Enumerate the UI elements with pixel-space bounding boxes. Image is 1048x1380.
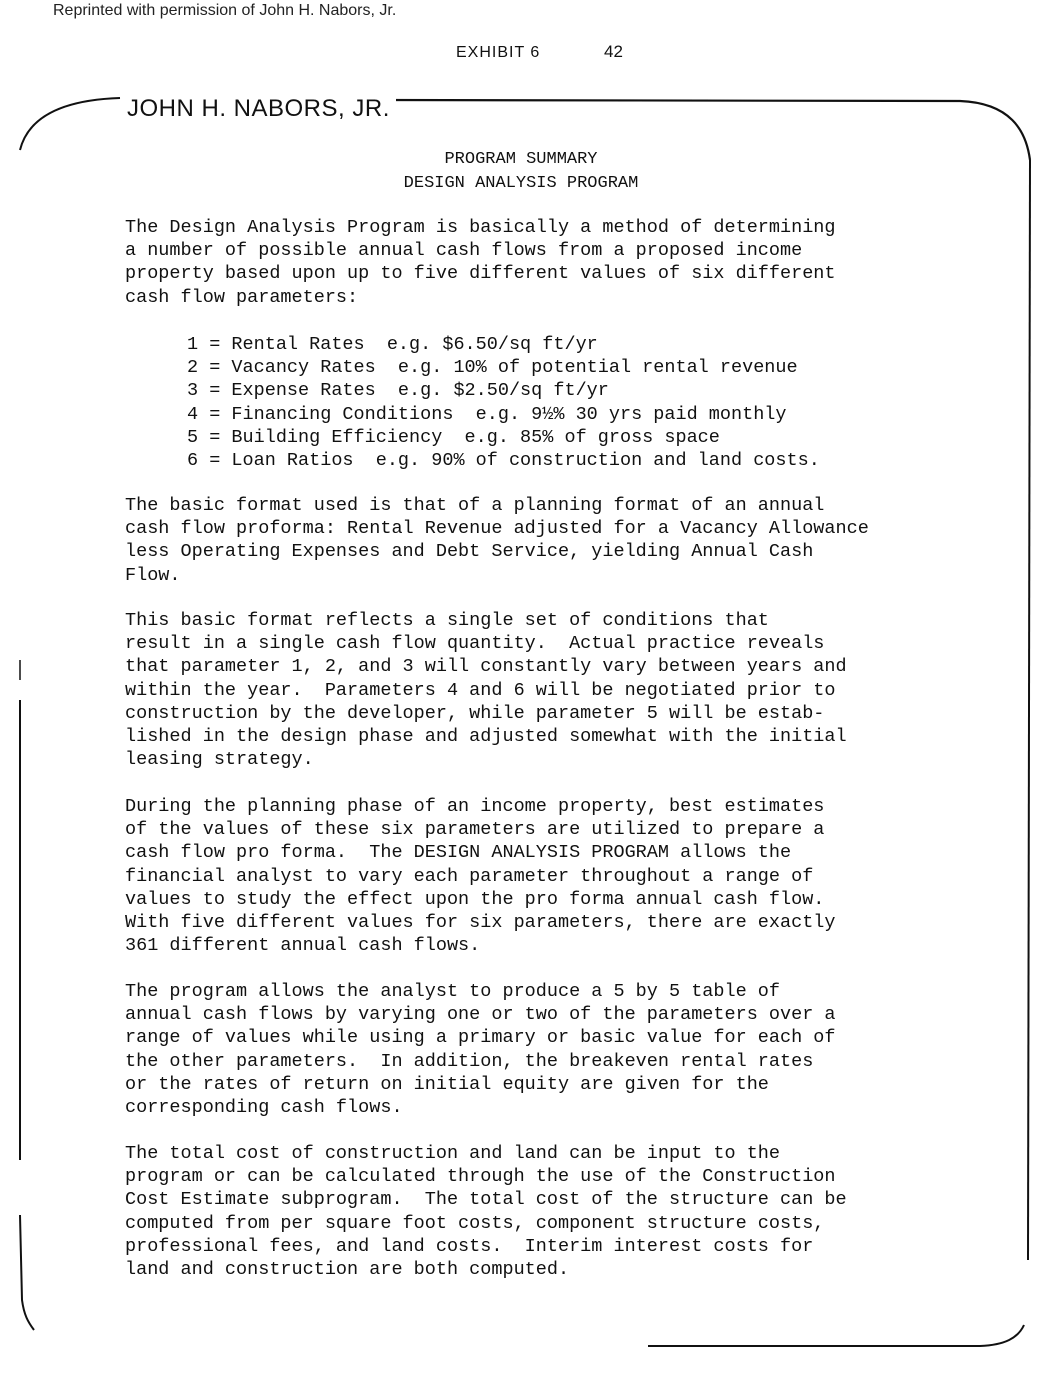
text-line: The program allows the analyst to produce a 5 by 5 table of [125,981,781,1002]
text-line: corresponding cash flows. [125,1097,403,1119]
intro-paragraph [125,216,995,309]
text-line: 361 different annual cash flows. [125,935,481,957]
text-line: Flow. [125,564,181,586]
table-paragraph [125,980,995,1119]
design-analysis-title: DESIGN ANALYSIS PROGRAM [403,174,639,193]
list-item: 4 = Financing Conditions e.g. 9½% 30 yrs paid monthly [187,403,787,425]
text-line: or the rates of return on initial equity are given for the [125,1073,769,1095]
letterhead-name: JOHN H. NABORS, JR. [127,95,396,123]
text-line: computed from per square foot costs, component structure costs, [125,1212,825,1234]
text-line: of the values of these six parameters are utilized to prepare a [125,819,825,841]
text-line: The total cost of construction and land can be input to the [125,1143,781,1164]
text-line: a number of possible annual cash flows from a proposed income [125,240,803,262]
basic-format-paragraph [125,494,995,587]
page-number: 42 [604,42,623,61]
list-item: 5 = Building Efficiency e.g. 85% of gross space [187,426,720,448]
text-line: This basic format reflects a single set of conditions that [125,610,769,631]
program-summary-title: PROGRAM SUMMARY [444,150,598,169]
text-line: lished in the design phase and adjusted somewhat with the initial [125,726,847,748]
parameter-list [187,333,820,472]
text-line: cash flow parameters: [125,286,359,308]
text-line: within the year. Parameters 4 and 6 will be negotiated prior to [125,679,836,701]
text-line: With five different values for six parameters, there are exactly [125,912,836,934]
text-line: cash flow pro forma. The DESIGN ANALYSIS PROGRAM allows the [125,842,792,864]
text-line: less Operating Expenses and Debt Service, yielding Annual Cash [125,541,814,563]
single-set-paragraph [125,609,995,771]
list-item: 1 = Rental Rates e.g. $6.50/sq ft/yr [187,334,598,355]
text-line: Cost Estimate subprogram. The total cost of the structure can be [125,1189,847,1211]
text-line: annual cash flows by varying one or two of the parameters over a [125,1004,836,1026]
text-line: During the planning phase of an income property, best estimates [125,796,825,817]
list-item: 6 = Loan Ratios e.g. 90% of construction and land costs. [187,450,820,472]
frame-left-mark-3 [20,1215,34,1330]
text-line: program or can be calculated through the use of the Construction [125,1166,836,1188]
reprint-notice: Reprinted with permission of John H. Nabors, Jr. [53,2,397,19]
text-line: construction by the developer, while parameter 5 will be estab- [125,702,825,724]
text-line: cash flow proforma: Rental Revenue adjusted for a Vacancy Allowance [125,518,869,540]
list-item: 2 = Vacancy Rates e.g. 10% of potential rental revenue [187,357,798,379]
frame-right-rule [1028,160,1030,1260]
text-line: The basic format used is that of a planning format of an annual [125,495,825,516]
text-line: result in a single cash flow quantity. Actual practice reveals [125,633,825,655]
text-line: that parameter 1, 2, and 3 will constantly vary between years and [125,656,847,678]
text-line: financial analyst to vary each parameter throughout a range of [125,865,814,887]
frame-top-left-curve [20,98,120,150]
text-line: property based upon up to five different values of six different [125,263,836,285]
text-line: The Design Analysis Program is basically a method of determining [125,217,836,238]
list-item: 3 = Expense Rates e.g. $2.50/sq ft/yr [187,380,609,402]
frame-bottom-rule [648,1325,1024,1346]
text-line: values to study the effect upon the pro forma annual cash flow. [125,888,825,910]
text-line: professional fees, and land costs. Interim interest costs for [125,1235,814,1257]
text-line: the other parameters. In addition, the breakeven rental rates [125,1050,814,1072]
planning-phase-paragraph [125,795,995,957]
exhibit-label: EXHIBIT 6 [456,44,541,61]
text-line: leasing strategy. [125,749,314,771]
text-line: land and construction are both computed. [125,1259,570,1281]
total-cost-paragraph [125,1142,995,1281]
text-line: range of values while using a primary or basic value for each of [125,1027,836,1049]
